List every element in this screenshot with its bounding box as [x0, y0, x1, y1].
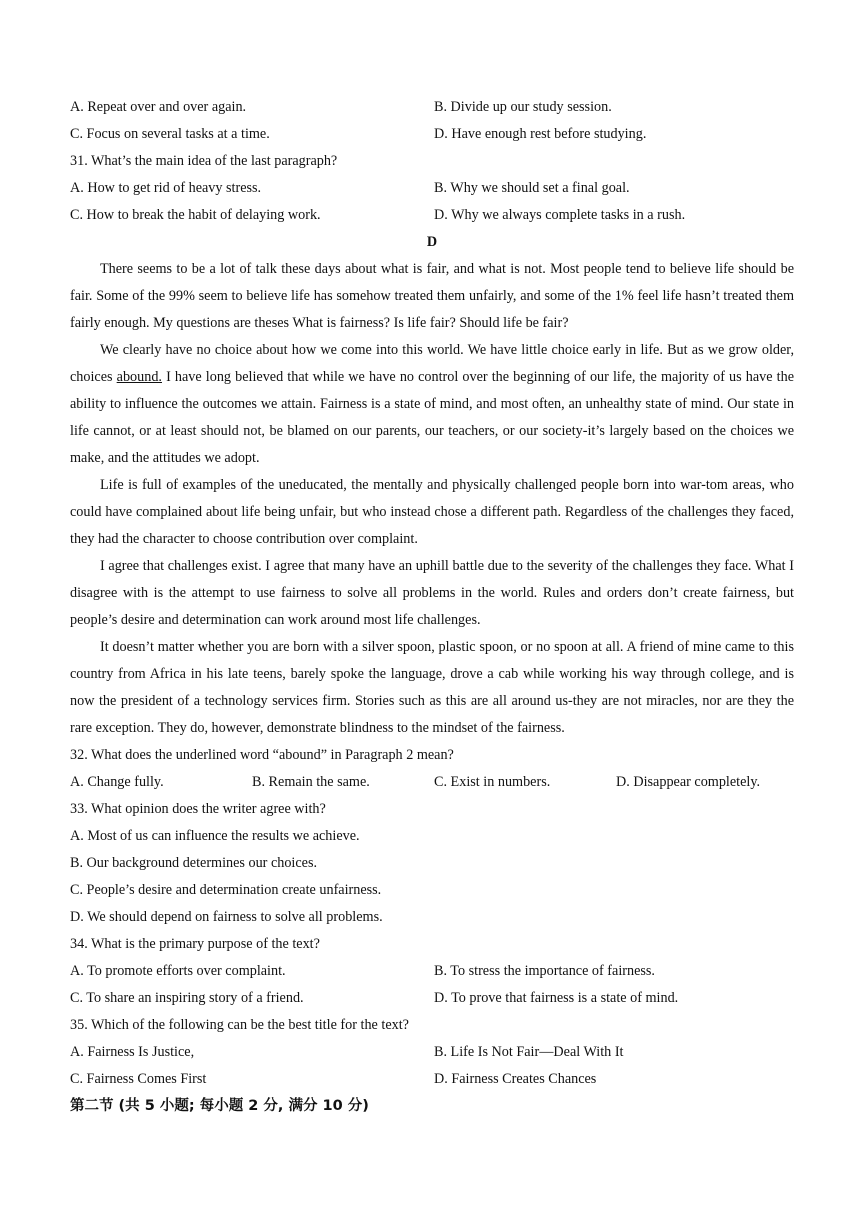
q32-options-row: [70, 769, 794, 796]
passage-paragraph-4: I agree that challenges exist. I agree that many have an uphill battle due to the severity of the challenges they face. What I disagree with is the attempt to use fairness to solve all problems in the world. Rules and orders don’t create fairness, but people’s desire and determination can work around most life challenges.: [70, 558, 794, 628]
q30-option-b: B. Divide up our study session.: [434, 99, 612, 115]
passage-paragraph-3: Life is full of examples of the uneducated, the mentally and physically challenged people born into war-tom areas, who could have complained about life being unfair, but who instead chose a different path. Regardless of the challenges they faced, they had the character to choose contribution over complaint.: [70, 477, 794, 547]
q34-options-row-2: [70, 985, 794, 1012]
q35-question: 35. Which of the following can be the best title for the text?: [70, 1017, 409, 1033]
q34-option-d: D. To prove that fairness is a state of mind.: [434, 990, 679, 1006]
q30-options-row-1: [70, 94, 794, 121]
q30-option-a: A. Repeat over and over again.: [70, 99, 247, 115]
p2-text-after: I have long believed that while we have no control over the beginning of our life, the majority of us have the ability to influence the outcomes we attain. Fairness is a state of mind, and most often, an unhealthy state of mind. Our state in life cannot, or at least should not, be blamed on our parents, our teachers, or our society-it’s largely based on the choices we make, and the attitudes we adopt.: [70, 369, 794, 466]
q30-options-row-2: [70, 121, 794, 148]
q35-option-d: D. Fairness Creates Chances: [434, 1071, 597, 1087]
q30-option-c: C. Focus on several tasks at a time.: [70, 126, 270, 142]
q34-option-b: B. To stress the importance of fairness.: [434, 963, 655, 979]
q31-option-d: D. Why we always complete tasks in a rush.: [434, 207, 686, 223]
q32-question: 32. What does the underlined word “abound” in Paragraph 2 mean?: [70, 747, 454, 763]
q30-option-d: D. Have enough rest before studying.: [434, 126, 647, 142]
section-2-heading: 第二节 (共 5 小题; 每小题 2 分, 满分 10 分): [70, 1098, 369, 1114]
q31-options-row-1: [70, 175, 794, 202]
q35-option-b: B. Life Is Not Fair—Deal With It: [434, 1044, 624, 1060]
p2-text-before: We clearly have no choice about how we come into this world. We have little choice early in life. But as we grow older, choices: [70, 342, 794, 385]
q33-option-b: B. Our background determines our choices.: [70, 855, 318, 871]
passage-paragraph-1: There seems to be a lot of talk these days about what is fair, and what is not. Most people tend to believe life should be fair. Some of the 99% seem to believe life has somehow treated them unfairly, and some of the 1% feel life hasn’t treated them fairly enough. My questions are theses What is fairness? Is life fair? Should life be fair?: [70, 261, 794, 331]
q33-option-d: D. We should depend on fairness to solve all problems.: [70, 909, 383, 925]
q33-option-a: A. Most of us can influence the results we achieve.: [70, 828, 360, 844]
q32-option-b: B. Remain the same.: [252, 774, 370, 790]
passage-letter: D: [426, 234, 438, 250]
q34-option-a: A. To promote efforts over complaint.: [70, 963, 286, 979]
exam-page: [70, 94, 794, 1120]
q35-options-row-1: [70, 1039, 794, 1066]
q34-question: 34. What is the primary purpose of the text?: [70, 936, 320, 952]
q31-options-row-2: [70, 202, 794, 229]
q32-option-a: A. Change fully.: [70, 774, 164, 790]
q33-question: 33. What opinion does the writer agree with?: [70, 801, 326, 817]
q35-option-c: C. Fairness Comes First: [70, 1071, 207, 1087]
q35-option-a: A. Fairness Is Justice,: [70, 1044, 195, 1060]
q31-question: 31. What’s the main idea of the last paragraph?: [70, 153, 338, 169]
passage-paragraph-2: [70, 337, 794, 472]
q34-option-c: C. To share an inspiring story of a friend.: [70, 990, 304, 1006]
q35-options-row-2: [70, 1066, 794, 1093]
q32-option-d: D. Disappear completely.: [616, 774, 761, 790]
q31-option-a: A. How to get rid of heavy stress.: [70, 180, 262, 196]
underlined-word-abound: abound.: [116, 369, 162, 385]
q34-options-row-1: [70, 958, 794, 985]
q31-option-c: C. How to break the habit of delaying work.: [70, 207, 321, 223]
q31-option-b: B. Why we should set a final goal.: [434, 180, 630, 196]
passage-paragraph-5: It doesn’t matter whether you are born with a silver spoon, plastic spoon, or no spoon at all. A friend of mine came to this country from Africa in his late teens, barely spoke the language, drove a cab while working his way through college, and is now the president of a technology services firm. Stories such as this are all around us-they are not miracles, nor are they the rare exception. They do, however, demonstrate blindness to the mindset of the fairness.: [70, 639, 794, 736]
q33-option-c: C. People’s desire and determination create unfairness.: [70, 882, 382, 898]
q32-option-c: C. Exist in numbers.: [434, 774, 551, 790]
